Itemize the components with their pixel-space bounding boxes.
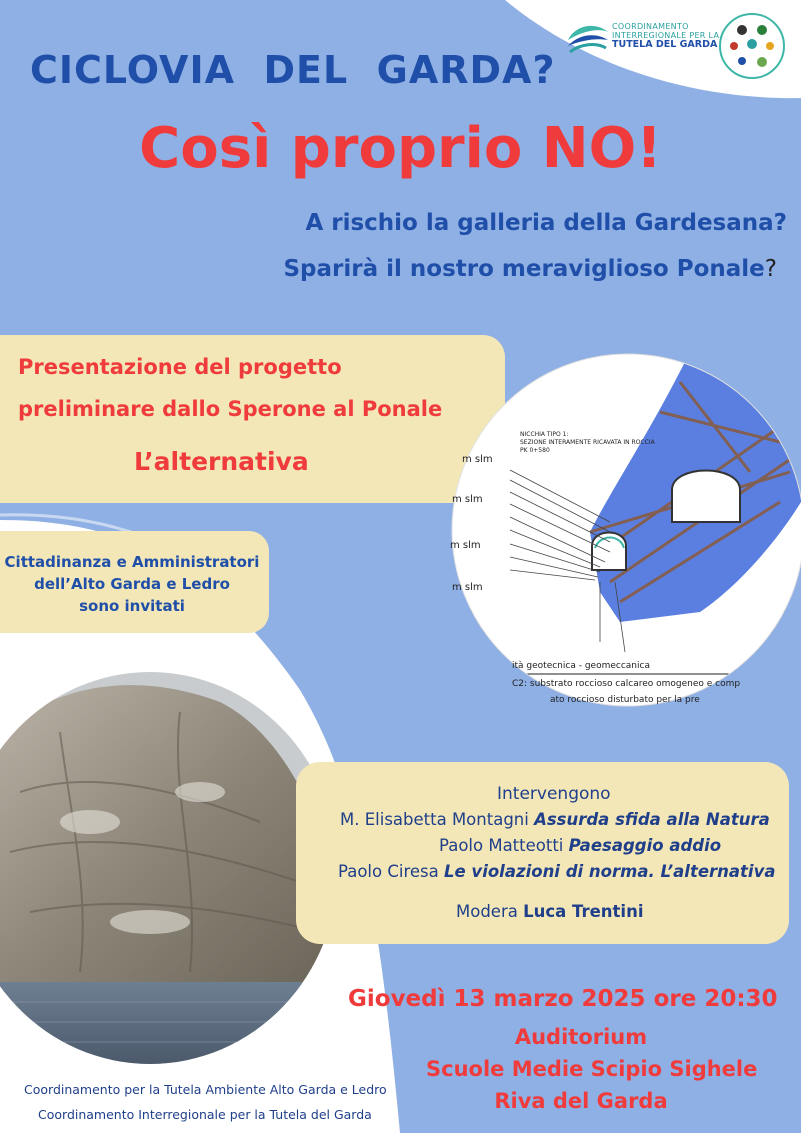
invitation-line1: Cittadinanza e Amministratori: [4, 553, 260, 571]
invitation-box: [0, 531, 269, 633]
speaker-name: Paolo Matteotti: [439, 836, 569, 855]
drawing-axis-label: m slm: [450, 540, 481, 551]
presentation-line1: Presentazione del progetto: [18, 355, 342, 379]
event-datetime: Giovedì 13 marzo 2025 ore 20:30: [348, 986, 778, 1012]
footer-line2: Coordinamento Interregionale per la Tutela del Garda: [38, 1107, 372, 1122]
logo-line3: TUTELA DEL GARDA: [612, 39, 718, 50]
invitation-line3: sono invitati: [79, 597, 185, 615]
speaker-topic: Paesaggio addio: [568, 836, 722, 855]
question-mark: ?: [764, 256, 777, 282]
question-ponale-text: Sparirà il nostro meraviglioso Ponale: [283, 256, 765, 282]
drawing-axis-label: m slm: [452, 582, 483, 593]
lake-logo-icon: [566, 18, 610, 54]
speaker-row: [338, 862, 775, 881]
logo-line1: COORDINAMENTO: [612, 22, 689, 31]
question-ponale: [283, 256, 777, 282]
speaker-topic: Le violazioni di norma. L’alternativa: [443, 862, 776, 881]
logo-line2: INTERREGIONALE PER LA: [612, 31, 720, 40]
drawing-bottom-label: ità geotecnica - geomeccanica: [512, 661, 650, 671]
invitation-line2: dell’Alto Garda e Ledro: [34, 575, 230, 593]
drawing-bottom-label: ato roccioso disturbato per la pre: [550, 695, 700, 705]
headline-ciclovia: CICLOVIA DEL GARDA?: [30, 48, 556, 92]
speaker-row: [439, 836, 721, 855]
speaker-name: M. Elisabetta Montagni: [340, 810, 535, 829]
drawing-bottom-label: C2: substrato roccioso calcareo omogeneo e comp: [512, 679, 741, 689]
speakers-box: [296, 762, 789, 944]
speakers-heading: Intervengono: [497, 784, 611, 804]
invitation-text: [0, 551, 264, 617]
moderator-name: Luca Trentini: [523, 902, 644, 921]
drawing-label-pk: PK 0+580: [520, 447, 550, 454]
drawing-axis-label: m slm: [462, 454, 493, 465]
logo-text-top: [612, 22, 719, 40]
drawing-label-sub: SEZIONE INTERAMENTE RICAVATA IN ROCCIA: [520, 439, 655, 446]
presentation-alternative: L’alternativa: [134, 447, 309, 476]
headline-no: Così proprio NO!: [139, 116, 662, 181]
speaker-row: [340, 810, 770, 829]
cliff-photo: [0, 672, 338, 1064]
event-venue-auditorium: Auditorium: [514, 1025, 648, 1049]
event-venue-city: Riva del Garda: [494, 1089, 668, 1113]
event-venue-school: Scuole Medie Scipio Sighele: [426, 1057, 758, 1081]
speaker-topic: Assurda sfida alla Natura: [534, 810, 770, 829]
question-gardesana: A rischio la galleria della Gardesana?: [305, 210, 787, 236]
moderator-row: [456, 902, 644, 921]
moderator-label: Modera: [456, 902, 524, 921]
drawing-axis-label: m slm: [452, 494, 483, 505]
presentation-line2: preliminare dallo Sperone al Ponale: [18, 397, 443, 421]
associations-seal-icon: [718, 12, 786, 80]
footer-line1: Coordinamento per la Tutela Ambiente Alto Garda e Ledro: [24, 1082, 387, 1097]
presentation-box: [0, 335, 505, 503]
drawing-label-title: NICCHIA TIPO 1:: [520, 431, 569, 438]
speaker-name: Paolo Ciresa: [338, 862, 444, 881]
tunnel-drawing-svg: [450, 352, 801, 708]
